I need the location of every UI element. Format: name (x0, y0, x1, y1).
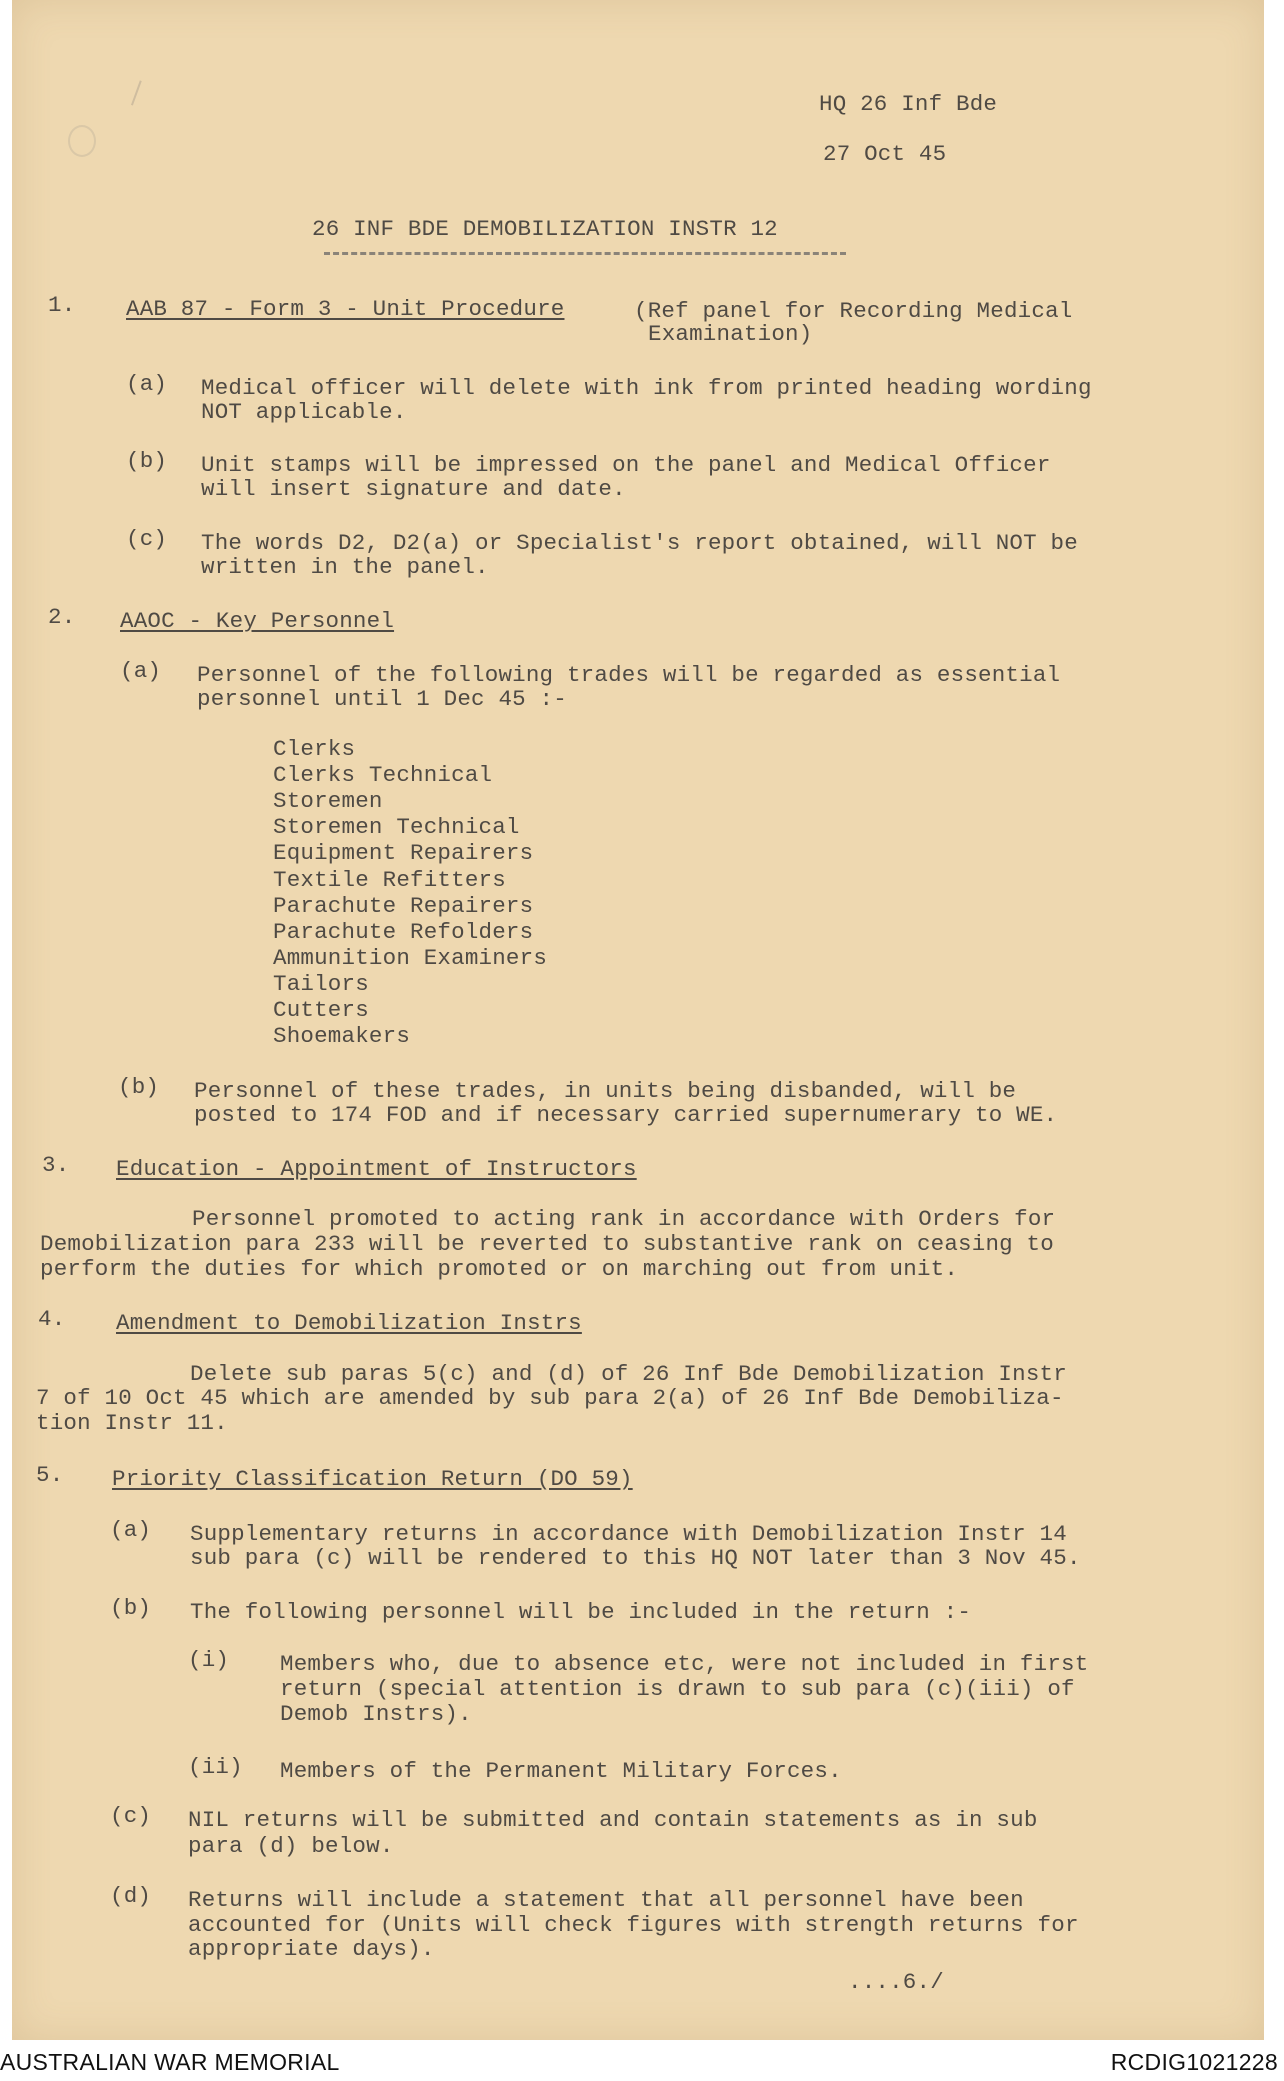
section-1-ref-line-2: Examination) (648, 321, 813, 347)
trade-item: Clerks (273, 736, 356, 762)
section-1-number: 1. (48, 292, 76, 318)
s1-a-line-1: Medical officer will delete with ink from printed heading wording (201, 375, 1092, 401)
s5-c-line-1: NIL returns will be submitted and contain statements as in sub (188, 1807, 1038, 1833)
s2-a-label: (a) (120, 658, 162, 684)
section-4-heading: Amendment to Demobilization Instrs (116, 1310, 582, 1336)
s1-b-label: (b) (126, 448, 168, 474)
trade-item: Clerks Technical (273, 762, 493, 788)
s1-c-label: (c) (126, 526, 168, 552)
section-1-heading: AAB 87 - Form 3 - Unit Procedure (126, 296, 565, 322)
footer-source: AUSTRALIAN WAR MEMORIAL (0, 2049, 340, 2075)
s4-line-2: 7 of 10 Oct 45 which are amended by sub para 2(a) of 26 Inf Bde Demobiliza- (36, 1385, 1064, 1411)
trade-item: Storemen Technical (273, 814, 520, 840)
s5-b-ii-line-1: Members of the Permanent Military Forces. (280, 1758, 842, 1784)
footer-id: RCDIG1021228 (1110, 2049, 1278, 2075)
trade-item: Ammunition Examiners (273, 945, 548, 971)
pencil-mark (131, 80, 153, 109)
s3-line-2: Demobilization para 233 will be reverted to substantive rank on ceasing to (40, 1231, 1054, 1257)
s1-a-line-2: NOT applicable. (201, 399, 407, 425)
header-date: 27 Oct 45 (823, 141, 947, 167)
s5-b-i-line-1: Members who, due to absence etc, were not included in first (280, 1651, 1089, 1677)
section-5-heading: Priority Classification Return (DO 59) (112, 1466, 633, 1492)
s3-line-3: perform the duties for which promoted or on marching out from unit. (40, 1256, 959, 1282)
section-5-number: 5. (36, 1462, 64, 1488)
trade-item: Cutters (273, 997, 369, 1023)
s1-a-label: (a) (126, 371, 168, 397)
s1-c-line-2: written in the panel. (201, 554, 489, 580)
trade-item: Parachute Repairers (273, 893, 534, 919)
s5-b-label: (b) (110, 1595, 152, 1621)
document-page (12, 0, 1264, 2040)
s5-a-line-2: sub para (c) will be rendered to this HQ NOT later than 3 Nov 45. (190, 1545, 1081, 1571)
s2-b-line-1: Personnel of these trades, in units being disbanded, will be (194, 1078, 1017, 1104)
s5-a-label: (a) (110, 1517, 152, 1543)
s5-d-line-3: appropriate days). (188, 1936, 435, 1962)
trade-item: Shoemakers (273, 1023, 411, 1049)
header-hq: HQ 26 Inf Bde (819, 91, 998, 117)
s5-c-label: (c) (110, 1803, 152, 1829)
s4-line-3: tion Instr 11. (36, 1410, 228, 1436)
s5-d-line-2: accounted for (Units will check figures with strength returns for (188, 1912, 1079, 1938)
document-title: 26 INF BDE DEMOBILIZATION INSTR 12 (312, 216, 778, 242)
trade-item: Tailors (273, 971, 369, 997)
section-2-heading: AAOC - Key Personnel (120, 608, 395, 634)
s5-b-i-line-3: Demob Instrs). (280, 1701, 472, 1727)
s5-d-label: (d) (110, 1883, 152, 1909)
s4-line-1: Delete sub paras 5(c) and (d) of 26 Inf Bde Demobilization Instr (190, 1361, 1067, 1387)
s5-a-line-1: Supplementary returns in accordance with Demobilization Instr 14 (190, 1521, 1067, 1547)
section-3-heading: Education - Appointment of Instructors (116, 1156, 637, 1182)
s2-b-label: (b) (118, 1074, 160, 1100)
s5-b-ii-label: (ii) (188, 1754, 243, 1780)
s1-b-line-2: will insert signature and date. (201, 476, 626, 502)
hole-mark (68, 125, 96, 157)
s5-b-i-label: (i) (188, 1647, 230, 1673)
s3-line-1: Personnel promoted to acting rank in accordance with Orders for (192, 1206, 1056, 1232)
section-1-ref-line-1: (Ref panel for Recording Medical (634, 298, 1073, 324)
s5-b-i-line-2: return (special attention is drawn to sub para (c)(iii) of (280, 1676, 1075, 1702)
section-3-number: 3. (42, 1152, 70, 1178)
title-rule (324, 252, 846, 255)
s2-a-line-2: personnel until 1 Dec 45 :- (197, 686, 567, 712)
section-2-number: 2. (48, 604, 76, 630)
s2-b-line-2: posted to 174 FOD and if necessary carried supernumerary to WE. (194, 1102, 1058, 1128)
s1-b-line-1: Unit stamps will be impressed on the panel and Medical Officer (201, 452, 1051, 478)
s5-b-line-1: The following personnel will be included in the return :- (190, 1599, 972, 1625)
trade-item: Parachute Refolders (273, 919, 534, 945)
continuation-marker: ....6./ (848, 1969, 944, 1995)
s1-c-line-1: The words D2, D2(a) or Specialist's report obtained, will NOT be (201, 530, 1078, 556)
s2-a-line-1: Personnel of the following trades will be regarded as essential (197, 662, 1061, 688)
trade-item: Textile Refitters (273, 867, 506, 893)
s5-c-line-2: para (d) below. (188, 1833, 394, 1859)
trade-item: Storemen (273, 788, 383, 814)
section-4-number: 4. (38, 1306, 66, 1332)
s5-d-line-1: Returns will include a statement that all personnel have been (188, 1887, 1024, 1913)
trade-item: Equipment Repairers (273, 840, 534, 866)
